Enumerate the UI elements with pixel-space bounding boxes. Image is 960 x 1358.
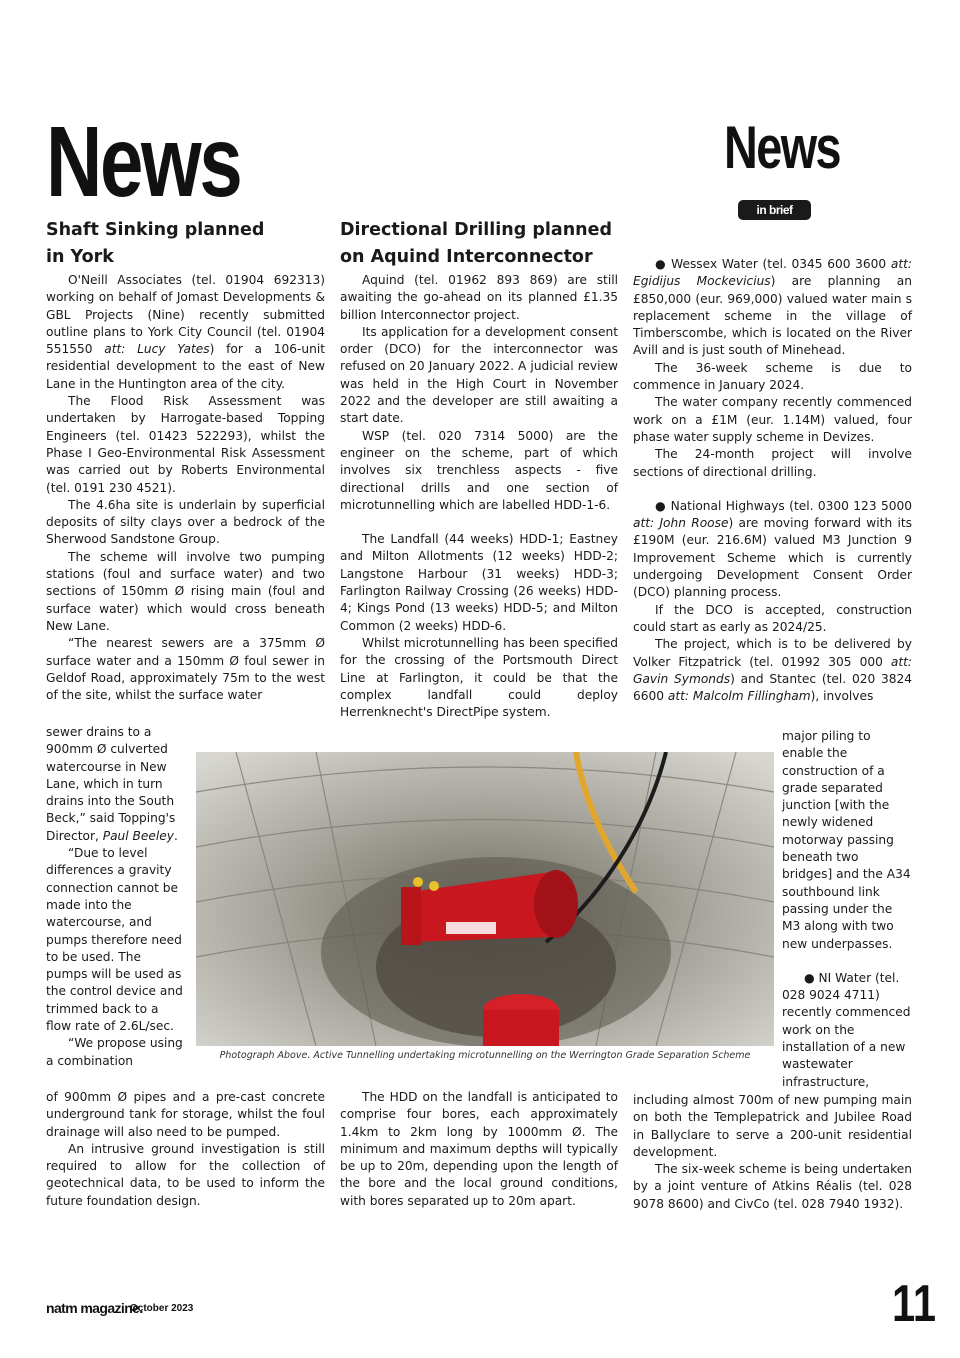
headline-line: Shaft Sinking planned [46, 220, 265, 240]
headline-line: in York [46, 247, 114, 267]
paragraph: The project, which is to be delivered by Volker Fitzpatrick (tel. 01992 305 000 att: Gavin Symonds) and Stantec (tel. 020 3824 6600 att: Malcolm Fillingham), involves [633, 637, 913, 704]
article-body-aquind-end [340, 1089, 618, 1210]
headline-line: Directional Drilling planned [340, 220, 613, 240]
paragraph: “We propose using a combination [46, 1036, 183, 1068]
news-brief-column [633, 256, 912, 705]
paragraph: Aquind (tel. 01962 893 869) are still awaiting the go-ahead on its planned £1.35 billion Interconnector project. [340, 273, 618, 322]
paragraph: of 900mm Ø pipes and a pre-cast concrete underground tank for storage, whilst the foul drainage will also need to be pumped. [46, 1090, 325, 1139]
paragraph: The 36-week scheme is due to commence in January 2024. [633, 360, 912, 393]
paragraph: The Flood Risk Assessment was undertaken by Harrogate-based Topping Engineers (tel. 01423 522293), whilst the Phase I Geo-Environmental Risk Assessment was carried out by Roberts Environmental (tel. 0191 230 4521). [46, 394, 325, 495]
section-badge: in brief [738, 200, 811, 220]
paragraph: The six-week scheme is being undertaken by a joint venture of Atkins Réalis (tel. 028 9078 8600) and CivCo (tel. 028 7940 1932). [633, 1162, 912, 1211]
shaft-illustration [196, 752, 774, 1046]
contact-name: att: Egidijus Mockevicius [633, 257, 912, 289]
news-brief-column-end [633, 1092, 912, 1213]
brief-national-highways: ● National Highways (tel. 0300 123 5000 att: John Roose) are moving forward with its £190M (eur. 216.6M) valued M3 Junction 9 Improvement Scheme which is currently undergoing Development Consent Order (DCO) planning process. [633, 498, 912, 600]
paragraph: Whilst microtunnelling has been specified for the crossing of the Portsmouth Direct Line at Farlington, it could be that the complex landfall could deploy Herrenknecht's DirectPipe system. [340, 635, 618, 720]
paragraph: O'Neill Associates (tel. 01904 692313) working on behalf of Jomast Developments & GBL Projects (Nine) recently submitted outline plans to York City Council (tel. 01904 551550 att: Lucy Yates) for a 106-unit residential development to the east of New Lane in the Huntington area of the city. [46, 273, 325, 391]
paragraph: “Due to level differences a gravity connection cannot be made into the watercourse, and pumps therefore need to be used. The pumps will be used as the control device and trimmed back to a flow rate of 2.6L/sec. [46, 846, 183, 1034]
tunnelling-shaft-photo [196, 752, 774, 1046]
article-headline-york [46, 217, 326, 271]
paragraph: “The nearest sewers are a 375mm Ø surface water and a 150mm Ø foul sewer in Geldof Road, approximately 75m to the west of the site, whilst the surface water [46, 636, 325, 703]
paragraph: The scheme will involve two pumping stations (foul and surface water) and two sections of 150mm Ø rising main (foul and surface water) which would cross beneath New Lane. [46, 549, 325, 633]
contact-name: att: Gavin Symonds [633, 654, 912, 686]
article-body-york [46, 272, 325, 704]
article-body-york-end [46, 1089, 325, 1210]
paragraph: Its application for a development consent order (DCO) for the interconnector was refused on 20 January 2022. A judicial review was held in the High Court in November 2022 and the developer are still awaiting a start date. [340, 324, 618, 426]
paragraph: major piling to enable the construction of a grade separated junction [with the newly widened motorway passing beneath two bridges] and the A34 southbound link passing under the M3 along with two new underpasses. [782, 729, 911, 951]
paragraph: The 24-month project will involve sections of directional drilling. [633, 447, 912, 479]
paragraph: including almost 700m of new pumping main on both the Templepatrick and Jubilee Road in Ballyclare to serve a 200-unit residential development. [633, 1093, 912, 1159]
paragraph: WSP (tel. 020 7314 5000) are the engineer on the scheme, part of which involves six trenchless aspects - five directional drills and one section of microtunnelling which are labelled HDD-1-6. [340, 428, 618, 512]
brief-wessex-water: ● Wessex Water (tel. 0345 600 3600 att: Egidijus Mockevicius) are planning an £850,000 (eur. 969,000) valued water main s replacement scheme in the village of Timberscombe, which is located on the River Avill and is just south of Minehead. [633, 257, 912, 358]
contact-name: att: Malcolm Fillingham [667, 689, 811, 704]
article-body-aquind [340, 272, 618, 721]
contact-name: att: Lucy Yates [104, 342, 210, 357]
paragraph: The Landfall (44 weeks) HDD-1; Eastney and Milton Allotments (12 weeks) HDD-2; Langstone Harbour (31 weeks) HDD-3; Farlington Railway Crossing (26 weeks) HDD-4; Kings Pond (13 weeks) HDD-5; and Milton Common (2 weeks) HDD-6. [340, 532, 618, 633]
red-shaft-segment [483, 994, 559, 1046]
paragraph: The water company recently commenced work on a £1M (eur. 1.14M) valued, four phase water supply scheme in Devizes. [633, 395, 912, 444]
page-title: News [46, 106, 241, 218]
headline-line: on Aquind Interconnector [340, 247, 593, 267]
issue-date: October 2023 [130, 1303, 194, 1314]
article-headline-aquind [340, 217, 625, 271]
page-number: 11 [892, 1275, 936, 1333]
paragraph: sewer drains to a 900mm Ø culverted watercourse in New Lane, which in turn drains into the South Beck,” said Topping's Director, Paul Beeley. [46, 725, 178, 843]
paragraph: The HDD on the landfall is anticipated to comprise four bores, each approximately 1.4km to 2km long by 1000mm Ø. The minimum and maximum depths will typically be up to 20m, depending upon the length of the bore and the local ground conditions, with bores separated up to 20m apart. [340, 1090, 618, 1208]
photo-caption: Photograph Above. Active Tunnelling undertaking microtunnelling on the Werrington Grade Separation Scheme [219, 1050, 751, 1061]
news-brief-column-narrow [782, 728, 912, 1091]
contact-name: att: John Roose [633, 516, 729, 531]
brief-ni-water: ● NI Water (tel. 028 9024 4711) recently commenced work on the installation of a new wastewater infrastructure, [782, 970, 911, 1089]
magazine-brand: natm magazine. [46, 1300, 143, 1316]
paragraph: If the DCO is accepted, construction could start as early as 2024/25. [633, 602, 912, 634]
person-name: Paul Beeley [102, 828, 174, 843]
article-body-york-narrow [46, 724, 186, 1070]
section-title: News [724, 114, 841, 181]
paragraph: An intrusive ground investigation is still required to allow for the collection of geotechnical data, to be used to inform the future foundation design. [46, 1141, 325, 1208]
paragraph: The 4.6ha site is underlain by superficial deposits of silty clays over a bedrock of the Sherwood Sandstone Group. [46, 497, 325, 547]
